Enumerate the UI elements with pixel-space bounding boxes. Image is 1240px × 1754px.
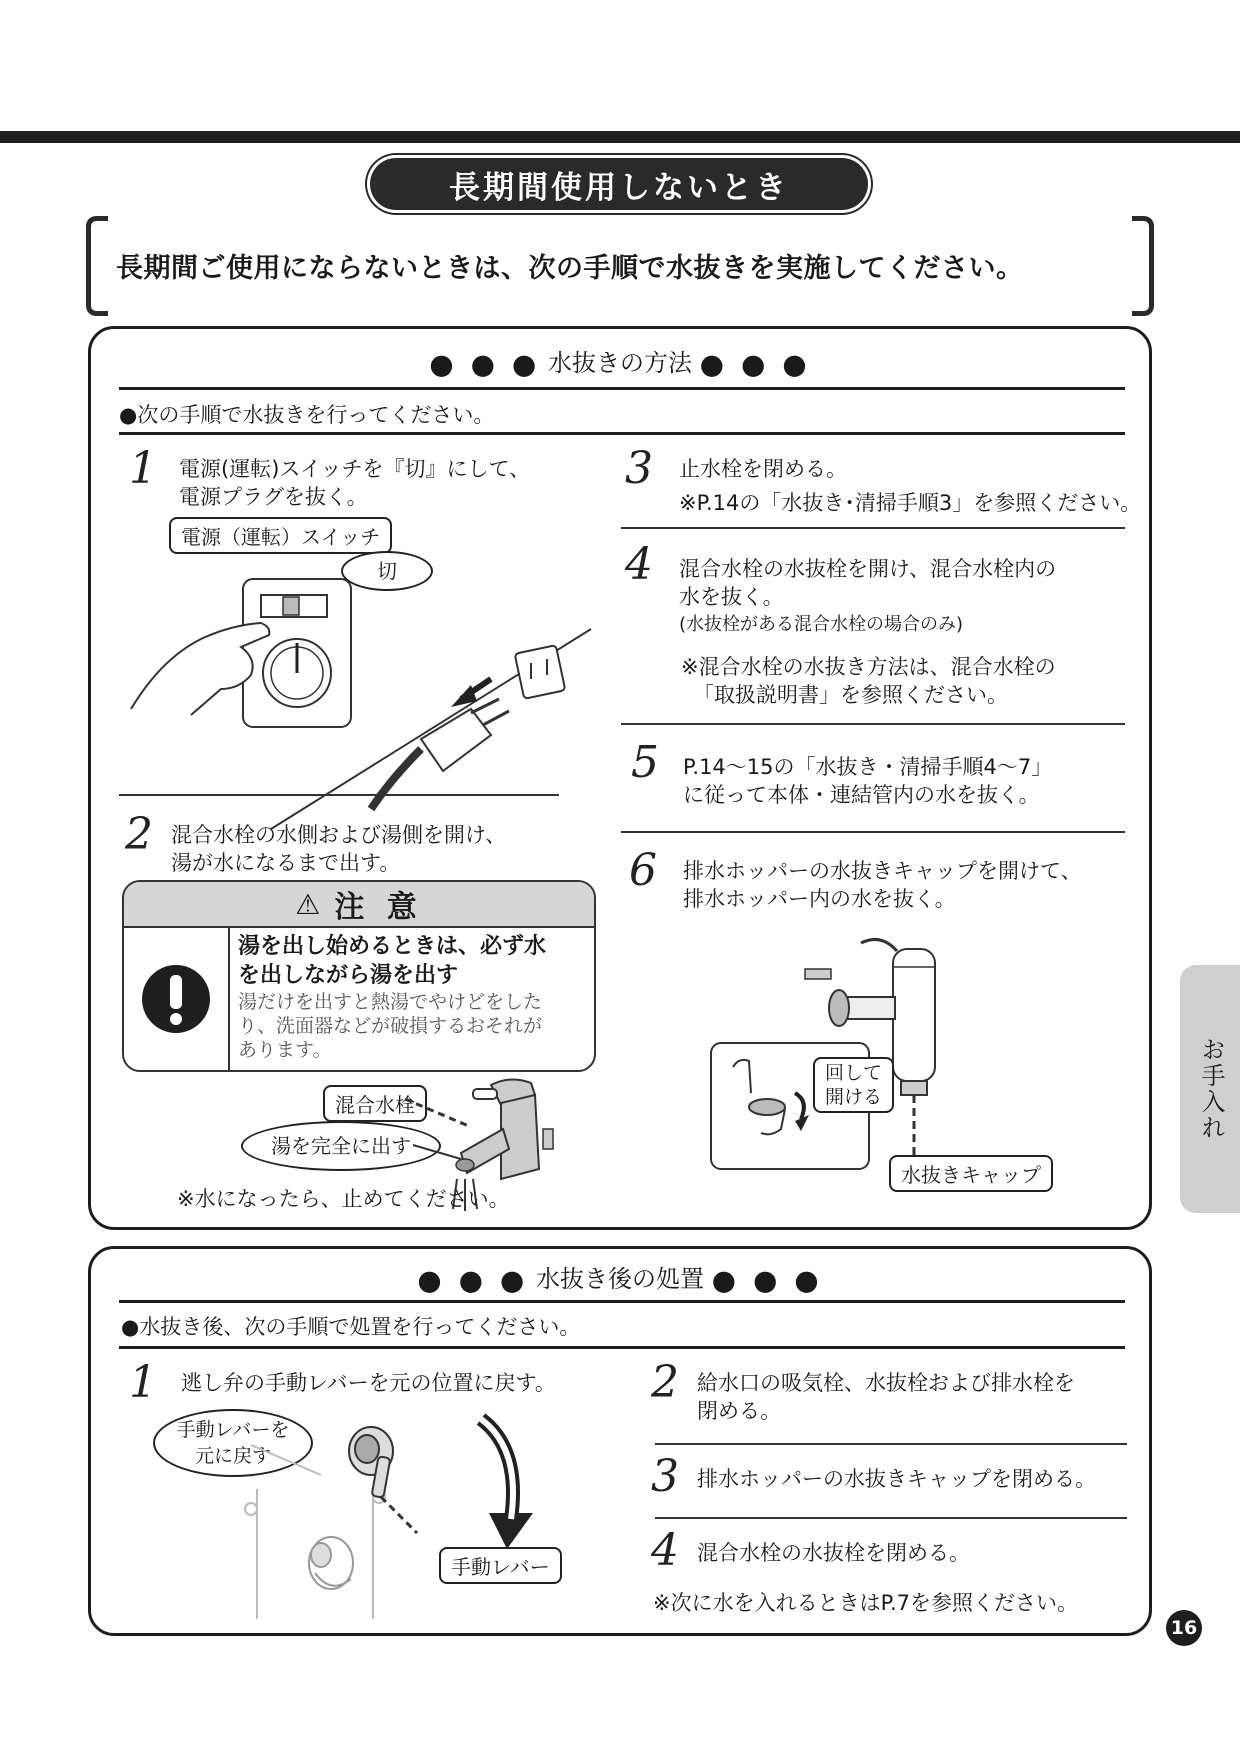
step-6-line-1: 排水ホッパーの水抜きキャップを開けて、 [683, 859, 1082, 883]
caution-desc-1: 湯だけを出すと熱湯でやけどをした [238, 991, 543, 1013]
divider [119, 1300, 1125, 1303]
after-step-4-text: 混合水栓の水抜栓を閉める。 [697, 1541, 970, 1565]
relief-valve-illustration [211, 1409, 571, 1619]
step-5-line-1: P.14〜15の「水抜き・清掃手順4〜7」 [683, 755, 1053, 779]
after-step-3-text: 排水ホッパーの水抜きキャップを閉める。 [697, 1467, 1096, 1491]
heading-dots-left: ● ● ● [417, 1263, 529, 1297]
after-drain-title: 水抜き後の処置 [536, 1265, 704, 1293]
caution-desc-3: あります。 [238, 1039, 332, 1061]
section-side-tab [1180, 965, 1240, 1213]
lever-bubble-line-1: 手動レバーを [176, 1419, 290, 1441]
turn-open-line-2: 開ける [825, 1086, 883, 1108]
step-2-text [171, 821, 506, 877]
heading-dots-right: ● ● ● [699, 347, 811, 381]
step-number: 6 [629, 845, 657, 896]
divider [119, 387, 1125, 390]
top-rule [0, 131, 1240, 143]
turn-open-line-1: 回して [825, 1062, 883, 1084]
step-number: 2 [651, 1357, 679, 1408]
step-number: 2 [125, 809, 153, 860]
divider [655, 1517, 1127, 1519]
step-4-note-line-1: ※混合水栓の水抜き方法は、混合水栓の [681, 655, 1056, 679]
caution-headline-1: 湯を出し始めるときは、必ず水 [238, 934, 547, 959]
page-title: 長期間使用しないとき [370, 158, 868, 210]
step-2-line-1: 混合水栓の水側および湯側を開け、 [171, 823, 507, 847]
side-tab-label: お手入れ [1197, 1037, 1225, 1141]
intro-bracket-left [86, 216, 108, 316]
exclamation-icon [140, 963, 212, 1035]
divider [621, 723, 1125, 725]
step-4-sub: (水抜栓がある混合水栓の場合のみ) [679, 614, 964, 635]
step-1-text [179, 455, 530, 511]
divider [621, 527, 1125, 529]
step-3-line-1: 止水栓を閉める。 [679, 457, 847, 481]
page-number: 16 [1166, 1610, 1202, 1646]
hot-water-bubble: 湯を完全に出す [241, 1121, 441, 1171]
divider [119, 432, 1125, 435]
divider [621, 831, 1125, 833]
step-6-text [683, 857, 1082, 913]
step-number: 5 [631, 737, 659, 788]
caution-header [124, 882, 594, 928]
after-step-2-line-2: 閉める。 [697, 1399, 781, 1423]
heading-dots-left: ● ● ● [429, 347, 541, 381]
caution-text [230, 928, 554, 1070]
drain-method-title: 水抜きの方法 [548, 349, 692, 377]
drain-method-panel [88, 326, 1152, 1230]
step-2-line-2: 湯が水になるまで出す。 [171, 851, 401, 875]
intro-text: 長期間ご使用にならないときは、次の手順で水抜きを実施してください。 [116, 253, 1024, 284]
drain-hopper-illustration [711, 933, 1031, 1173]
step-4-text [679, 555, 1056, 709]
after-drain-heading [91, 1259, 1149, 1297]
lever-bubble-line-2: 元に戻す [194, 1445, 271, 1467]
caution-body [124, 928, 594, 1070]
divider [119, 794, 559, 796]
caution-box [122, 880, 596, 1072]
step-number: 3 [625, 443, 653, 494]
drain-cap-label: 水抜きキャップ [889, 1155, 1053, 1192]
step-3-note: ※P.14の「水抜き･清掃手順3」を参照ください。 [679, 491, 1142, 515]
step-number: 1 [129, 1357, 157, 1408]
after-step-2-line-1: 給水口の吸気栓、水抜栓および排水栓を [697, 1371, 1075, 1395]
step-5-text [683, 753, 1052, 809]
step-6-line-2: 排水ホッパー内の水を抜く。 [683, 887, 956, 911]
turn-open-label [813, 1057, 894, 1113]
intro-bracket-right [1132, 216, 1154, 316]
step-3-text [679, 455, 1141, 517]
caution-title: 注 意 [334, 890, 423, 925]
after-drain-panel [88, 1246, 1152, 1636]
divider [655, 1443, 1127, 1445]
after-step-1-text: 逃し弁の手動レバーを元の位置に戻す。 [181, 1371, 556, 1395]
water-stop-note: ※水になったら、止めてください。 [177, 1187, 510, 1211]
manual-lever-label: 手動レバー [439, 1547, 562, 1584]
step-4-line-2: 水を抜く。 [679, 585, 784, 609]
caution-desc-2: り、洗面器などが破損するおそれが [238, 1015, 543, 1037]
caution-headline-2: を出しながら湯を出す [238, 963, 459, 988]
final-note: ※次に水を入れるときはP.7を参照ください。 [653, 1591, 1079, 1615]
step-number: 4 [625, 539, 653, 590]
heading-dots-right: ● ● ● [711, 1263, 823, 1297]
divider [119, 1346, 1125, 1349]
warning-triangle-icon: ⚠ [295, 887, 327, 921]
caution-icon-cell [124, 928, 230, 1070]
step-4-line-1: 混合水栓の水抜栓を開け、混合水栓内の [679, 557, 1057, 581]
after-step-2-text [697, 1369, 1075, 1425]
drain-method-note: ●次の手順で水抜きを行ってください。 [119, 403, 495, 427]
power-switch-illustration [121, 539, 591, 829]
off-bubble: 切 [341, 551, 433, 591]
drain-method-heading [91, 343, 1149, 381]
step-1-line-1: 電源(運転)スイッチを『切』にして、 [179, 457, 531, 481]
step-number: 4 [651, 1525, 679, 1576]
after-drain-note: ●水抜き後、次の手順で処置を行ってください。 [121, 1315, 581, 1339]
switch-label: 電源（運転）スイッチ [169, 517, 392, 554]
step-number: 1 [129, 443, 157, 494]
step-4-note-line-2: 「取扱説明書」を参照ください。 [693, 683, 1008, 707]
step-number: 3 [651, 1451, 679, 1502]
faucet-label: 混合水栓 [323, 1085, 427, 1122]
step-1-line-2: 電源プラグを抜く。 [179, 485, 368, 509]
step-5-line-2: に従って本体・連結管内の水を抜く。 [683, 783, 1040, 807]
intro-box [86, 216, 1154, 316]
